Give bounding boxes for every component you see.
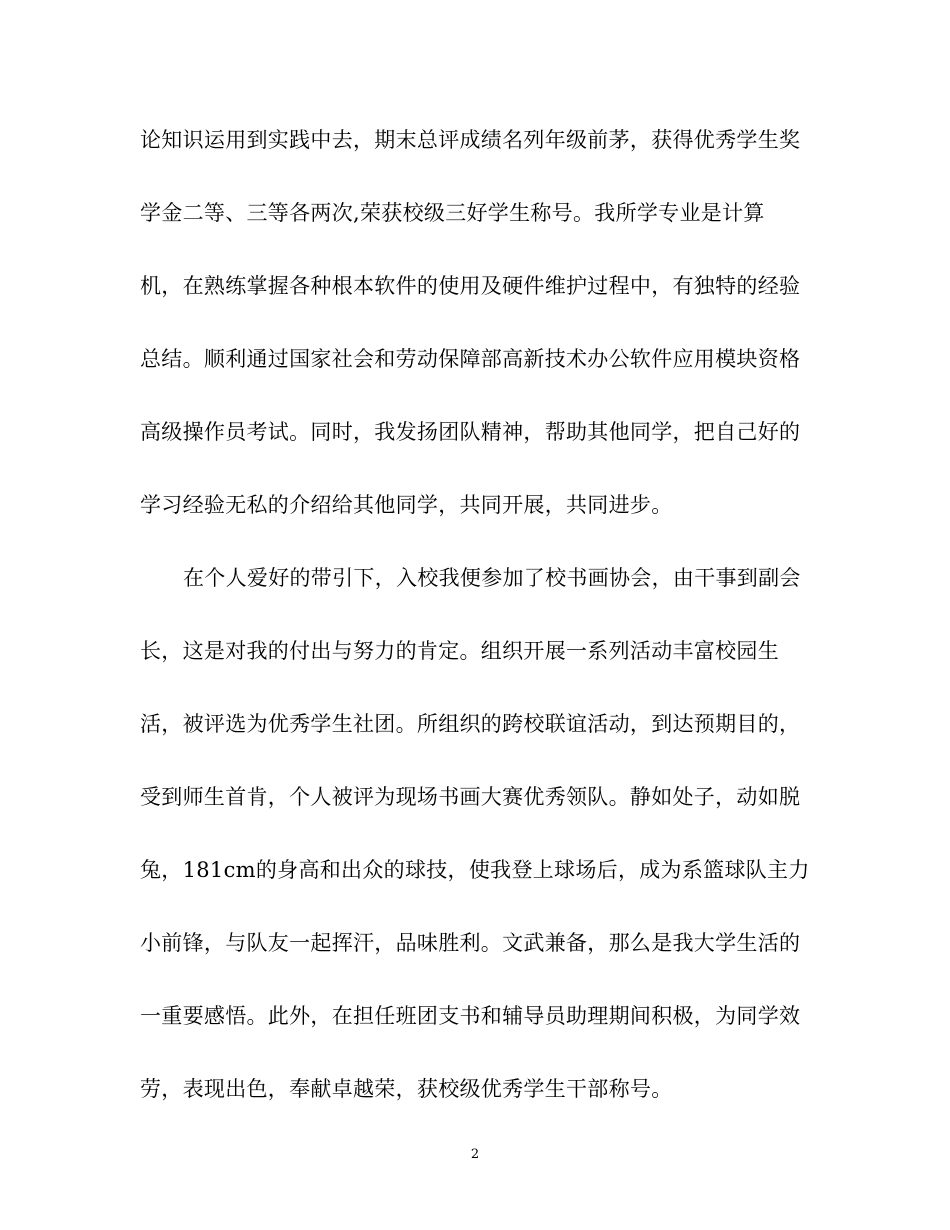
text-line: 学习经验无私的介绍给其他同学，共同开展，共同进步。 <box>140 493 673 517</box>
text-line: 小前锋，与队友一起挥汗，品味胜利。文武兼备，那么是我大学生活的 <box>140 931 801 955</box>
text-line: 总结。顺利通过国家社会和劳动保障部高新技术办公软件应用模块资格 <box>140 347 801 371</box>
text-line: 活，被评选为优秀学生社团。所组织的跨校联谊活动，到达预期目的， <box>140 712 801 736</box>
text-line: 学金二等、三等各两次,荣获校级三好学生称号。我所学专业是计算 <box>140 201 765 225</box>
text-line: 一重要感悟。此外，在担任班团支书和辅导员助理期间积极，为同学效 <box>140 1004 801 1028</box>
page-number: 2 <box>470 1147 480 1162</box>
text-line: 劳，表现出色，奉献卓越荣，获校级优秀学生干部称号。 <box>140 1077 673 1101</box>
text-line: 机，在熟练掌握各种根本软件的使用及硬件维护过程中，有独特的经验 <box>140 274 801 298</box>
text-line: 兔，181cm的身高和出众的球技，使我登上球场后，成为系篮球队主力 <box>140 858 810 882</box>
text-line: 受到师生首肯，个人被评为现场书画大赛优秀领队。静如处子，动如脱 <box>140 785 801 809</box>
paragraph-first-line: 在个人爱好的带引下，入校我便参加了校书画协会，由干事到副会 <box>183 566 801 590</box>
text-line: 论知识运用到实践中去，期末总评成绩名列年级前茅，获得优秀学生奖 <box>140 128 801 152</box>
text-line: 长，这是对我的付出与努力的肯定。组织开展一系列活动丰富校园生 <box>140 639 779 663</box>
text-line: 高级操作员考试。同时，我发扬团队精神，帮助其他同学，把自己好的 <box>140 420 801 444</box>
